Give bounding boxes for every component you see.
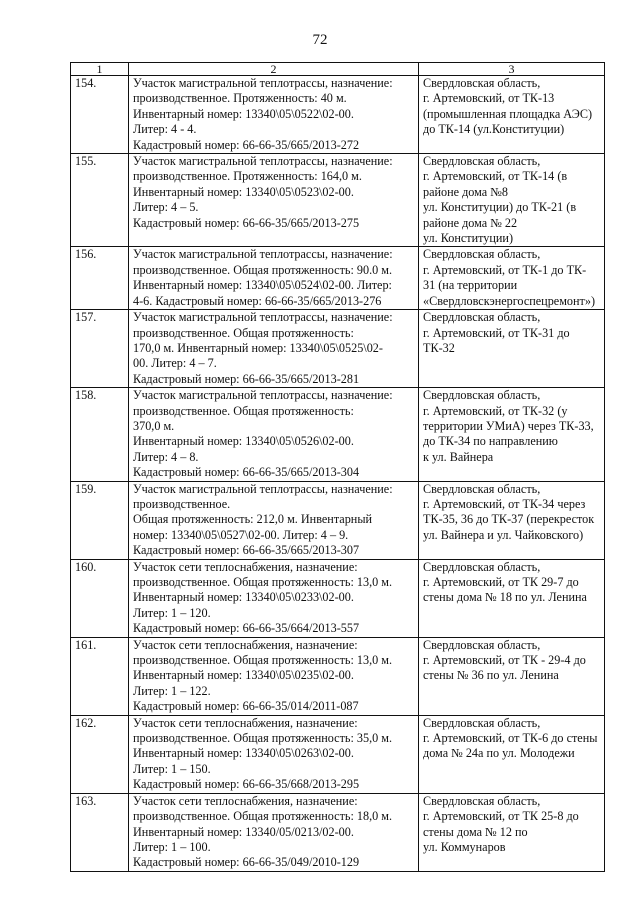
property-description-line: Участок сети теплоснабжения, назначение: xyxy=(133,793,358,808)
property-description-line: Участок сети теплоснабжения, назначение: xyxy=(133,559,358,574)
property-description-line: 4-6. Кадастровый номер: 66-66-35/665/2013-276 xyxy=(133,293,382,308)
property-location-line: ул. Конституции) xyxy=(423,231,514,246)
column-header: 1 xyxy=(71,63,129,76)
property-description-line: Инвентарный номер: 13340\05\0523\02-00. xyxy=(133,184,354,199)
row-number: 157. xyxy=(71,310,129,388)
property-description-line: Кадастровый номер: 66-66-35/014/2011-087 xyxy=(133,699,359,714)
property-description-line: Кадастровый номер: 66-66-35/665/2013-272 xyxy=(133,137,360,152)
property-description xyxy=(129,388,419,481)
property-description-line: Литер: 4 – 5. xyxy=(133,200,199,215)
column-header: 2 xyxy=(129,63,419,76)
property-description xyxy=(129,76,419,154)
property-description-line: Участок сети теплоснабжения, назначение: xyxy=(133,715,358,730)
table-row xyxy=(71,247,605,310)
property-description-line: Литер: 1 – 150. xyxy=(133,761,211,776)
property-location-line: ул. Вайнера и ул. Чайковского) xyxy=(423,527,584,542)
table-row xyxy=(71,76,605,154)
property-location-line: стены № 36 по ул. Ленина xyxy=(423,668,559,683)
property-location-line: Свердловская область, xyxy=(423,715,541,730)
property-description-line: производственное. Общая протяженность: 13,0 м. xyxy=(133,653,393,668)
table-row xyxy=(71,793,605,871)
property-description-line: 170,0 м. Инвентарный номер: 13340\05\0525\02- xyxy=(133,340,383,355)
property-description-line: производственное. Общая протяженность: xyxy=(133,325,354,340)
table-row xyxy=(71,637,605,715)
property-description-line: Участок магистральной теплотрассы, назначение: xyxy=(133,310,393,325)
page-number: 72 xyxy=(312,32,328,48)
column-header: 3 xyxy=(419,63,605,76)
row-number: 156. xyxy=(71,247,129,310)
property-description xyxy=(129,154,419,247)
row-number: 155. xyxy=(71,154,129,247)
property-description-line: Кадастровый номер: 66-66-35/665/2013-307 xyxy=(133,543,360,558)
property-description-line: Литер: 4 – 8. xyxy=(133,449,199,464)
property-location-line: г. Артемовский, от ТК 29-7 до xyxy=(423,575,579,589)
property-table xyxy=(70,62,605,872)
property-location-line: ул. Коммунаров xyxy=(423,839,506,854)
property-description-line: Участок магистральной теплотрассы, назначение: xyxy=(133,388,393,403)
property-description-line: Инвентарный номер: 13340\05\0524\02-00. Литер: xyxy=(133,278,392,293)
property-location xyxy=(419,481,605,559)
property-location xyxy=(419,637,605,715)
property-location-line: стены дома № 12 по xyxy=(423,824,528,839)
property-location-line: районе дома № 22 xyxy=(423,215,518,230)
property-description xyxy=(129,310,419,388)
property-description-line: производственное. Протяженность: 40 м. xyxy=(133,91,347,106)
property-description-line: производственное. Общая протяженность: 35,0 м. xyxy=(133,731,393,746)
row-number: 161. xyxy=(71,637,129,715)
property-description-line: Кадастровый номер: 66-66-35/668/2013-295 xyxy=(133,777,360,792)
property-description-line: Участок сети теплоснабжения, назначение: xyxy=(133,637,358,652)
property-location-line: г. Артемовский, от ТК-31 до xyxy=(423,325,570,340)
property-location-line: г. Артемовский, от ТК-1 до ТК- xyxy=(423,262,587,277)
property-location-line: Свердловская область, xyxy=(423,310,541,325)
property-location xyxy=(419,559,605,637)
property-description-line: Общая протяженность: 212,0 м. Инвентарный xyxy=(133,512,373,527)
property-location xyxy=(419,388,605,481)
property-description-line: Кадастровый номер: 66-66-35/665/2013-304 xyxy=(133,465,360,480)
property-description-line: Литер: 1 – 122. xyxy=(133,683,211,698)
property-description xyxy=(129,481,419,559)
property-description-line: производственное. Общая протяженность: 13,0 м. xyxy=(133,575,393,589)
property-location-line: районе дома №8 xyxy=(423,184,508,199)
property-location-line: Свердловская область, xyxy=(423,559,541,574)
property-description-line: Участок магистральной теплотрассы, назначение: xyxy=(133,481,393,496)
property-location-line: г. Артемовский, от ТК-32 (у xyxy=(423,403,568,418)
property-description-line: Литер: 1 – 100. xyxy=(133,839,211,854)
property-location-line: г. Артемовский, от ТК-6 до стены xyxy=(423,731,598,746)
table-row xyxy=(71,154,605,247)
property-description-line: Инвентарный номер: 13340\05\0526\02-00. xyxy=(133,434,354,449)
property-description xyxy=(129,637,419,715)
row-number: 159. xyxy=(71,481,129,559)
property-location-line: Свердловская область, xyxy=(423,247,541,262)
property-description xyxy=(129,559,419,637)
property-location xyxy=(419,715,605,793)
row-number: 158. xyxy=(71,388,129,481)
property-description-line: Кадастровый номер: 66-66-35/665/2013-275 xyxy=(133,215,360,230)
property-location-line: г. Артемовский, от ТК-14 (в xyxy=(423,169,568,184)
table-row xyxy=(71,559,605,637)
row-number: 154. xyxy=(71,76,129,154)
property-location-line: г. Артемовский, от ТК - 29-4 до xyxy=(423,653,586,668)
property-location-line: ул. Конституции) до ТК-21 (в xyxy=(423,200,577,215)
property-description-line: Участок магистральной теплотрассы, назначение: xyxy=(133,76,393,90)
property-location-line: 31 (на территории xyxy=(423,278,518,293)
property-location-line: Свердловская область, xyxy=(423,637,541,652)
table-row xyxy=(71,388,605,481)
table-row xyxy=(71,481,605,559)
property-description-line: Литер: 4 - 4. xyxy=(133,122,197,137)
property-location-line: до ТК-14 (ул.Конституции) xyxy=(423,122,565,137)
property-description-line: Инвентарный номер: 13340\05\0522\02-00. xyxy=(133,106,354,121)
property-location-line: Свердловская область, xyxy=(423,481,541,496)
property-description-line: Литер: 1 – 120. xyxy=(133,605,211,620)
property-location xyxy=(419,247,605,310)
property-location xyxy=(419,76,605,154)
property-description-line: Участок магистральной теплотрассы, назначение: xyxy=(133,247,393,262)
property-location-line: к ул. Вайнера xyxy=(423,449,494,464)
property-description-line: Инвентарный номер: 13340\05\0233\02-00. xyxy=(133,590,354,605)
property-location xyxy=(419,154,605,247)
table-row xyxy=(71,715,605,793)
property-description-line: производственное. Общая протяженность: xyxy=(133,403,354,418)
property-location xyxy=(419,310,605,388)
property-description-line: Кадастровый номер: 66-66-35/049/2010-129 xyxy=(133,855,360,870)
property-description-line: Кадастровый номер: 66-66-35/664/2013-557 xyxy=(133,621,360,636)
property-location-line: Свердловская область, xyxy=(423,793,541,808)
property-location-line: Свердловская область, xyxy=(423,388,541,403)
property-description-line: номер: 13340\05\0527\02-00. Литер: 4 – 9. xyxy=(133,527,349,542)
property-description-line: 370,0 м. xyxy=(133,418,175,433)
table-row xyxy=(71,310,605,388)
property-description xyxy=(129,715,419,793)
row-number: 160. xyxy=(71,559,129,637)
property-location-line: г. Артемовский, от ТК-34 через xyxy=(423,496,586,511)
property-location-line: Свердловская область, xyxy=(423,154,541,169)
property-description-line: Участок магистральной теплотрассы, назначение: xyxy=(133,154,393,169)
property-location-line: г. Артемовский, от ТК 25-8 до xyxy=(423,809,579,824)
property-location-line: территории УМиА) через ТК-33, xyxy=(423,418,594,433)
property-location-line: до ТК-34 по направлению xyxy=(423,434,558,449)
property-location-line: Свердловская область, xyxy=(423,76,541,90)
property-location-line: (промышленная площадка АЭС) xyxy=(423,106,593,121)
property-description-line: Инвентарный номер: 13340\05\0235\02-00. xyxy=(133,668,354,683)
header-row xyxy=(71,63,605,76)
property-description-line: 00. Литер: 4 – 7. xyxy=(133,356,217,371)
property-location-line: «Свердловскэнергоспецремонт») xyxy=(423,293,595,308)
property-location-line: дома № 24а по ул. Молодежи xyxy=(423,746,575,761)
property-location-line: ТК-35, 36 до ТК-37 (перекресток xyxy=(423,512,595,527)
property-description-line: производственное. xyxy=(133,496,231,511)
property-description xyxy=(129,793,419,871)
property-location-line: г. Артемовский, от ТК-13 xyxy=(423,91,555,106)
property-location xyxy=(419,793,605,871)
row-number: 162. xyxy=(71,715,129,793)
property-description-line: производственное. Общая протяженность: 18,0 м. xyxy=(133,809,393,824)
property-description-line: Инвентарный номер: 13340/05/0213/02-00. xyxy=(133,824,354,839)
property-description-line: Кадастровый номер: 66-66-35/665/2013-281 xyxy=(133,371,360,386)
property-description-line: производственное. Общая протяженность: 90.0 м. xyxy=(133,262,393,277)
property-description-line: Инвентарный номер: 13340\05\0263\02-00. xyxy=(133,746,354,761)
property-description-line: производственное. Протяженность: 164,0 м. xyxy=(133,169,362,184)
property-description xyxy=(129,247,419,310)
row-number: 163. xyxy=(71,793,129,871)
property-location-line: стены дома № 18 по ул. Ленина xyxy=(423,590,587,605)
property-location-line: ТК-32 xyxy=(423,340,455,355)
